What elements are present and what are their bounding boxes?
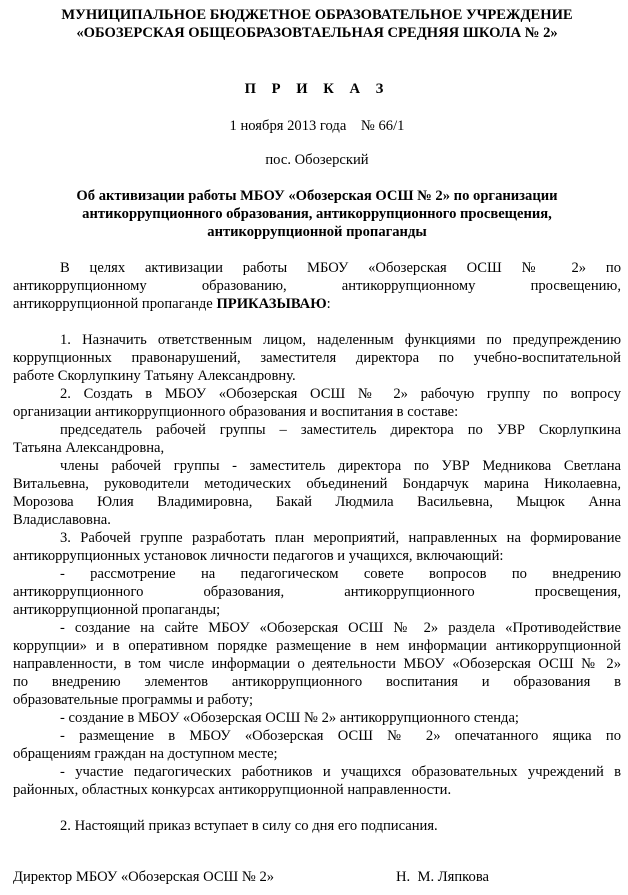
date-number: 1 ноября 2013 года № 66/1 xyxy=(229,118,405,134)
body-line: работе Скорлупкину Татьяну Александровну. xyxy=(13,368,296,384)
body-line: - создание на сайте МБОУ «Обозерская ОСШ № 2» раздела «Противодействие xyxy=(60,620,621,636)
body-line: направленности, в том числе информации о деятельности МБОУ «Обозерская ОСШ № 2» xyxy=(13,656,621,672)
doc-type: П Р И К А З xyxy=(244,81,390,97)
org-name-line2: «ОБОЗЕРСКАЯ ОБЩЕОБРАЗОВТАЕЛЬНАЯ СРЕДНЯЯ ШКОЛА № 2» xyxy=(76,25,558,41)
body-line: председатель рабочей группы – заместитель директора по УВР Скорлупкина xyxy=(60,422,621,438)
body-line: по внедрению элементов антикоррупционного воспитания и образования в xyxy=(13,674,621,690)
preamble-line3 xyxy=(13,295,621,313)
final-clause: 2. Настоящий приказ вступает в силу со дня его подписания. xyxy=(60,818,438,834)
body-line: образовательные программы и работу; xyxy=(13,692,253,708)
body-line: 1. Назначить ответственным лицом, наделенным функциями по предупреждению xyxy=(60,332,621,348)
body-line: 2. Создать в МБОУ «Обозерская ОСШ № 2» рабочую группу по вопросу xyxy=(60,386,621,402)
body-line: организации антикоррупционного образования и воспитания в составе: xyxy=(13,404,459,420)
preamble-colon: : xyxy=(326,296,331,312)
order-word: ПРИКАЗЫВАЮ xyxy=(216,296,327,312)
body-line: члены рабочей группы - заместитель директора по УВР Медникова Светлана xyxy=(60,458,621,474)
doc-title-line3: антикоррупционной пропаганды xyxy=(207,224,427,240)
body-line: коррупции» и в оперативном порядке размещение в нем информации антикоррупционной xyxy=(13,638,621,654)
place: пос. Обозерский xyxy=(265,152,369,168)
preamble-text: антикоррупционной пропаганде xyxy=(13,296,217,312)
preamble-line1: В целях активизации работы МБОУ «Обозерская ОСШ № 2» по xyxy=(60,260,621,276)
body-line: районных, областных конкурсах антикоррупционной направленности. xyxy=(13,782,452,798)
preamble-line2: антикоррупционному образованию, антикоррупционному просвещению, xyxy=(13,278,621,294)
body-line: Владиславовна. xyxy=(13,512,111,528)
org-name-line1: МУНИЦИПАЛЬНОЕ БЮДЖЕТНОЕ ОБРАЗОВАТЕЛЬНОЕ УЧРЕЖДЕНИЕ xyxy=(61,7,573,23)
body-line: - создание в МБОУ «Обозерская ОСШ № 2» антикоррупционного стенда; xyxy=(60,710,519,726)
body-line: антикоррупционного образования, антикоррупционного просвещения, xyxy=(13,584,621,600)
body-line: коррупционных правонарушений, заместителя директора по учебно-воспитательной xyxy=(13,350,621,366)
body-line: - размещение в МБОУ «Обозерская ОСШ № 2» опечатанного ящика по xyxy=(60,728,621,744)
body-line: антикоррупционной пропаганды; xyxy=(13,602,221,618)
body-line: обращениям граждан на доступном месте; xyxy=(13,746,278,762)
body-line: 3. Рабочей группе разработать план мероприятий, направленных на формирование xyxy=(60,530,621,546)
body-line: антикоррупционных установок личности педагогов и учащихся, включающий: xyxy=(13,548,504,564)
body-line: - участие педагогических работников и учащихся образовательных учреждений в xyxy=(60,764,621,780)
body-line: Татьяна Александровна, xyxy=(13,440,165,456)
signature-position: Директор МБОУ «Обозерская ОСШ № 2» xyxy=(13,869,275,885)
doc-title-line1: Об активизации работы МБОУ «Обозерская ОСШ № 2» по организации xyxy=(76,188,558,204)
body-line: - рассмотрение на педагогическом совете вопросов по внедрению xyxy=(60,566,621,582)
signature-name: Н. М. Ляпкова xyxy=(396,869,489,885)
body-line: Витальевна, руководители методических объединений Бондарчук марина Николаевна, xyxy=(13,476,621,492)
body-line: Морозова Юлия Владимировна, Бакай Людмила Васильевна, Мыцюк Анна xyxy=(13,494,621,510)
doc-title-line2: антикоррупционного образования, антикоррупционного просвещения, xyxy=(82,206,552,222)
